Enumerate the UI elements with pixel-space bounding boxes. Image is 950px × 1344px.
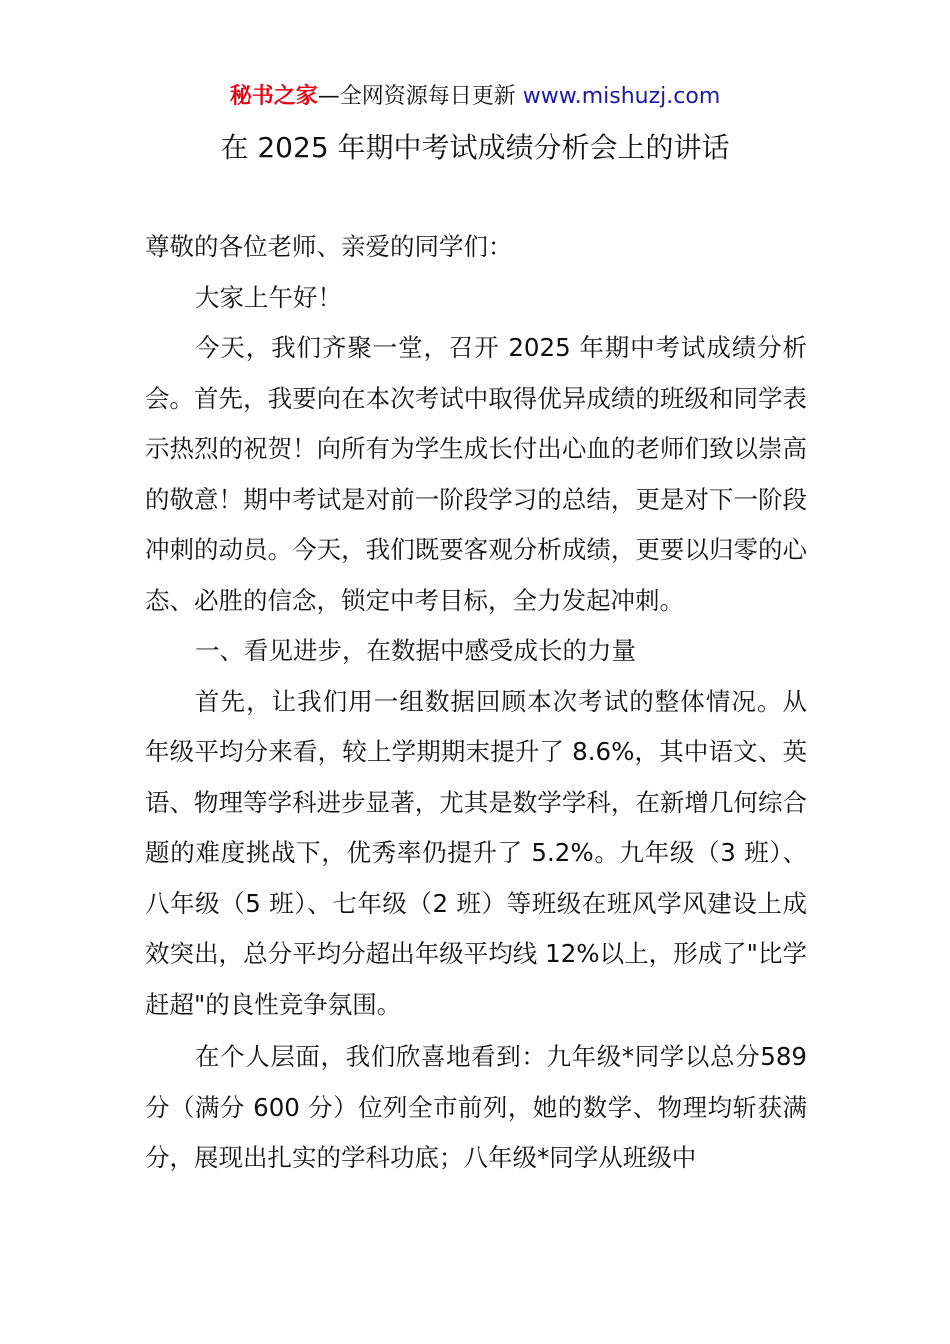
section-heading: 一、看见进步，在数据中感受成长的力量 — [195, 636, 636, 665]
site-header — [0, 80, 950, 114]
site-brand: 秘书之家 — [229, 84, 318, 109]
body-paragraph: 首先，让我们用一组数据回顾本次考试的整体情况。从年级平均分来看，较上学期期末提升了 8.6%，其中语文、英语、物理等学科进步显著，尤其是数学学科，在新增几何综合题的难度挑战下，优秀率仍提升了 5.2%。九年级（3 班）、八年级（5 班）、七年级（2 班）等班级在班风学风建设上成效突出，总分平均分超出年级平均线 12%以上，形成了"比学赶超"的良性竞争氛围。 — [145, 686, 807, 1019]
salutation: 尊敬的各位老师、亲爱的同学们： — [145, 232, 513, 261]
body-paragraph: 今天，我们齐聚一堂，召开 2025 年期中考试成绩分析会。首先，我要向在本次考试中取得优异成绩的班级和同学表示热烈的祝贺！向所有为学生成长付出心血的老师们致以崇高的敬意！期中考试是对前一阶段学习的总结，更是对下一阶段冲刺的动员。今天，我们既要客观分析成绩，更要以归零的心态、必胜的信念，锁定中考目标，全力发起冲刺。 — [145, 333, 807, 615]
body-paragraph: 在个人层面，我们欣喜地看到：九年级*同学以总分589 分（满分 600 分）位列全市前列，她的数学、物理均斩获满分，展现出扎实的学科功底；八年级*同学从班级中 — [145, 1042, 807, 1172]
site-tagline: —全网资源每日更新 — [317, 84, 523, 109]
document-body — [145, 222, 807, 1184]
site-url-link[interactable]: www.mishuzj.com — [522, 84, 721, 109]
greeting: 大家上午好！ — [195, 282, 342, 312]
document-title: 在 2025 年期中考试成绩分析会上的讲话 — [220, 131, 730, 164]
